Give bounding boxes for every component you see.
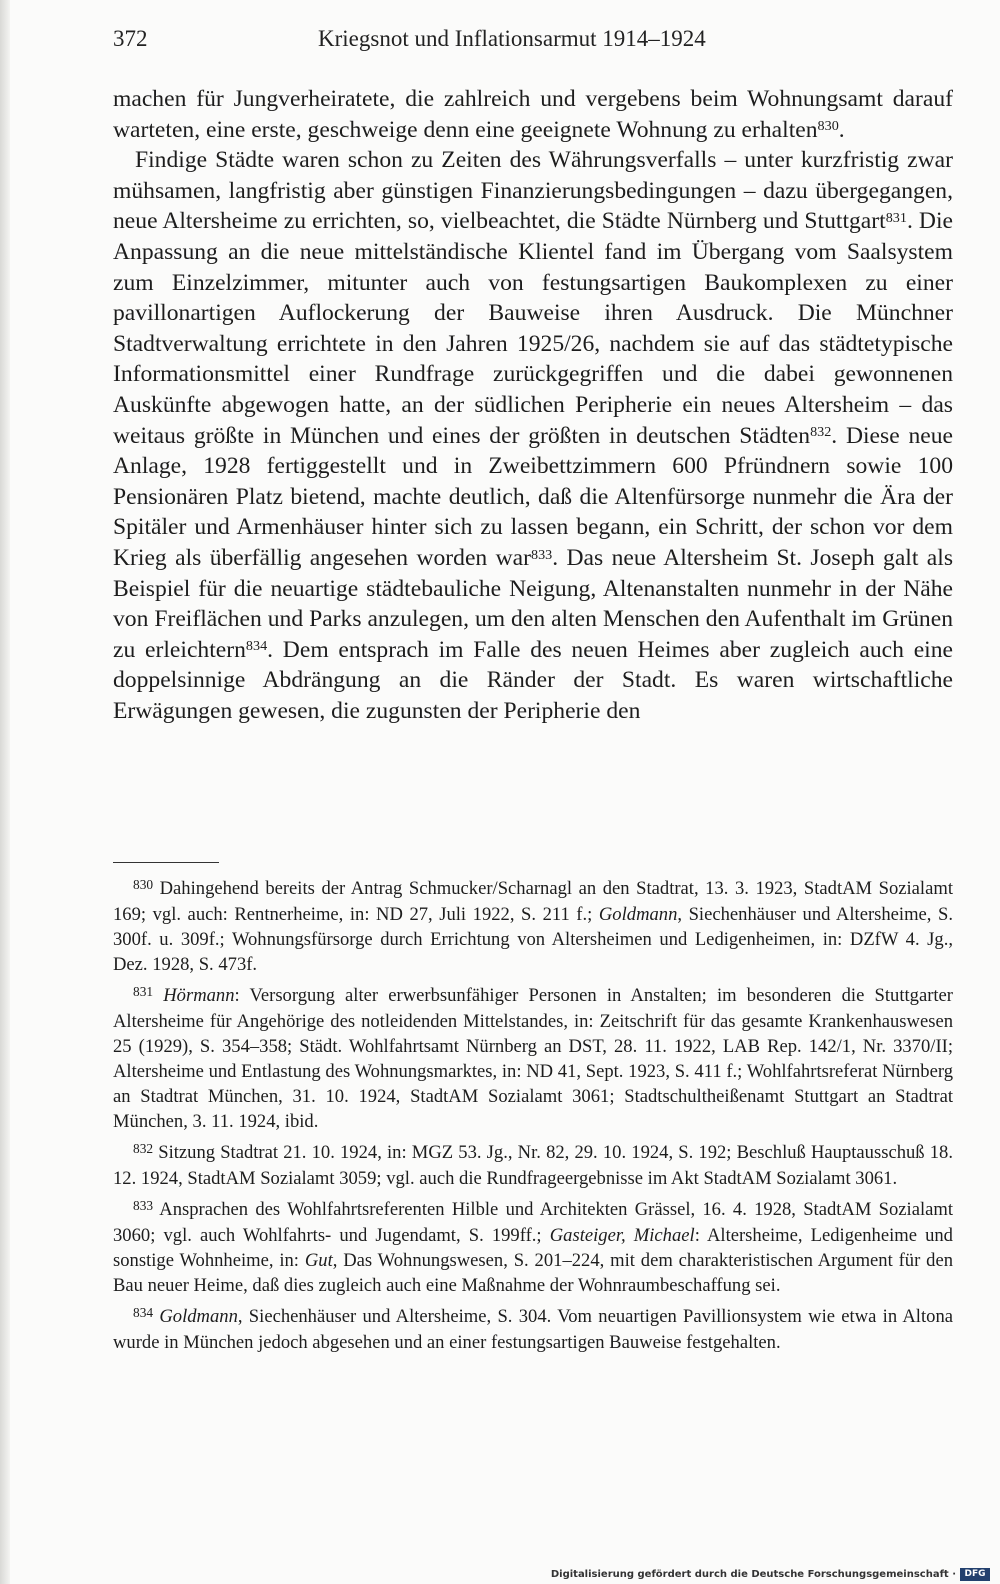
footnote-author: Goldmann <box>598 904 678 925</box>
footnote-ref-834[interactable]: 834 <box>245 638 268 655</box>
footnote-text: , Siechenhäuser und Altersheime, S. 300f. u. 309f.; Wohnungsfürsorge durch Errichtung von Altersheimen und Ledigenheimen, in: DZfW 4. Jg., Dez. 1928, S. 473f. <box>113 904 953 975</box>
text-run: machen für Jungverheiratete, die zahlreich und vergebens beim Wohnungsamt darauf warteten, eine erste, geschweige denn eine geeignete Wohnung zu erhalten <box>113 86 953 143</box>
text-run: . Die Anpassung an die neue mittelständische Klientel fand im Übergang vom Saalsystem zum Einzelzimmer, mitunter auch von festungsartigen Baukomplexen zu einer pavillonartigen Auflockerung der Bauweise ihren Ausdruck. Die Münchner Stadtverwaltung errichtete in den Jahren 1925/26, nachdem sie auf das städtetypische Informationsmittel einer Rundfrage zurückgegriffen und die dabei gewonnenen Auskünfte abgewogen hatte, an der südlichen Peripherie ein neues Altersheim – das weitaus größte in München und eines der größten in deutschen Städten <box>113 208 953 449</box>
digitization-credit: Digitalisierung gefördert durch die Deutsche Forschungsgemeinschaft · <box>550 1569 956 1580</box>
running-title: Kriegsnot und Inflationsarmut 1914–1924 <box>318 26 706 51</box>
footnote-ref-830[interactable]: 830 <box>817 118 839 135</box>
text-run: . Dem entsprach im Falle des neuen Heimes aber zugleich auch eine doppelsinnige Abdrängung an die Ränder der Stadt. Es waren wirtschaftliche Erwägungen gewesen, die zugunsten der Peripherie den <box>113 636 953 724</box>
footnote-833 <box>113 1197 953 1298</box>
footnote-text: , Das Wohnungswesen, S. 201–224, mit dem charakteristischen Argument für den Bau neuer Heime, daß dies zugleich auch eine Maßnahme der Wohnraumbeschaffung sei. <box>113 1250 953 1296</box>
footnote-ref-832[interactable]: 832 <box>810 424 832 441</box>
footnote-830 <box>113 876 953 977</box>
text-run: . <box>838 116 845 143</box>
footnote-831 <box>113 983 953 1134</box>
footnote-text: Dahingehend bereits der Antrag Schmucker/Scharnagl an den Stadtrat, 13. 3. 1923, StadtAM Sozialamt 169; vgl. auch: Rentnerheime, in: ND 27, Juli 1922, S. 211 f.; <box>113 878 953 925</box>
footnote-ref-833[interactable]: 833 <box>530 546 553 563</box>
footnote-text: Ansprachen des Wohlfahrtsreferenten Hilble und Architekten Grässel, 16. 4. 1928, StadtAM Sozialamt 3060; vgl. auch Wohlfahrts- und Jugendamt, S. 199ff.; <box>113 1199 953 1246</box>
paragraph-2 <box>113 145 953 726</box>
footnote-text: : Versorgung alter erwerbsunfähiger Personen in Anstalten; im besonderen die Stuttgarter Altersheime für Angehörige des notleidenden Mittelstandes, in: Zeitschrift für das gesamte Krankenhauswesen 25 (1929), S. 354–358; Städt. Wohlfahrtsamt Nürnberg an DST, 28. 11. 1922, LAB Rep. 142/1, Nr. 3370/II; Altersheime und Entlastung des Wohnungsmarktes, in: ND 41, Sept. 1923, S. 411 f.; Wohlfahrtsreferat Nürnberg an Stadtrat München, 31. 10. 1924, StadtAM Sozialamt 3061; Stadtschultheißenamt Stuttgart an Stadtrat München, 3. 11. 1924, ibid. <box>113 985 953 1132</box>
footnote-author: Gut <box>304 1250 333 1271</box>
footnote-ref-831[interactable]: 831 <box>885 210 907 227</box>
footnote-832 <box>113 1140 953 1191</box>
footnote-number: 831 <box>133 984 154 1000</box>
text-run: Findige Städte waren schon zu Zeiten des Währungsverfalls – unter kurzfristig zwar mühsamen, langfristig aber günstigen Finanzierungsbedingungen – dazu übergegangen, neue Altersheime zu errichten, so, vielbeachtet, die Städte Nürnberg und Stuttgart <box>113 147 953 235</box>
footnote-text: Sitzung Stadtrat 21. 10. 1924, in: MGZ 53. Jg., Nr. 82, 29. 10. 1924, S. 192; Beschluß Hauptausschuß 18. 12. 1924, StadtAM Sozialamt 3059; vgl. auch die Rundfrageergebnisse im Akt StadtAM Sozialamt 3061. <box>113 1142 953 1189</box>
footnote-text: : Altersheime, Ledigenheime und sonstige Wohnheime, in: <box>113 1225 953 1271</box>
footnote-number: 830 <box>133 877 154 893</box>
footnote-text: , Siechenhäuser und Altersheime, S. 304. Vom neuartigen Pavillionsystem wie etwa in Altona wurde in München jedoch abgesehen und an einer festungsartigen Bauweise festgehalten. <box>113 1306 953 1353</box>
footnotes <box>113 876 953 1361</box>
footnote-number: 833 <box>133 1198 154 1214</box>
page-gutter-shadow <box>0 0 10 1584</box>
text-run: . Das neue Altersheim St. Joseph galt als Beispiel für die neuartige städtebauliche Neigung, Altenanstalten nunmehr in der Nähe von Freiflächen und Parks anzulegen, um den alten Menschen den Aufenthalt im Grünen zu erleichtern <box>113 544 953 663</box>
dfg-logo: DFG <box>960 1568 990 1581</box>
main-text <box>113 84 953 726</box>
paragraph-1 <box>113 84 953 145</box>
footnote-834 <box>113 1304 953 1355</box>
footnote-author: Goldmann <box>159 1306 238 1327</box>
text-run: . Diese neue Anlage, 1928 fertiggestellt und in Zweibettzimmern 600 Pfründnern sowie 100 Pensionären Platz bietend, machte deutlich, daß die Altenfürsorge nunmehr die Ära der Spitäler und Armenhäuser hinter sich zu lassen begann, ein Schritt, der schon vor dem Krieg als überfällig angesehen worden war <box>113 422 953 571</box>
footnote-author: Hörmann <box>163 985 235 1006</box>
footnote-separator <box>113 862 219 863</box>
footnote-number: 834 <box>133 1305 154 1321</box>
page-number: 372 <box>113 26 148 51</box>
footnote-author: Gasteiger, Michael <box>549 1225 695 1246</box>
footnote-number: 832 <box>133 1141 154 1157</box>
